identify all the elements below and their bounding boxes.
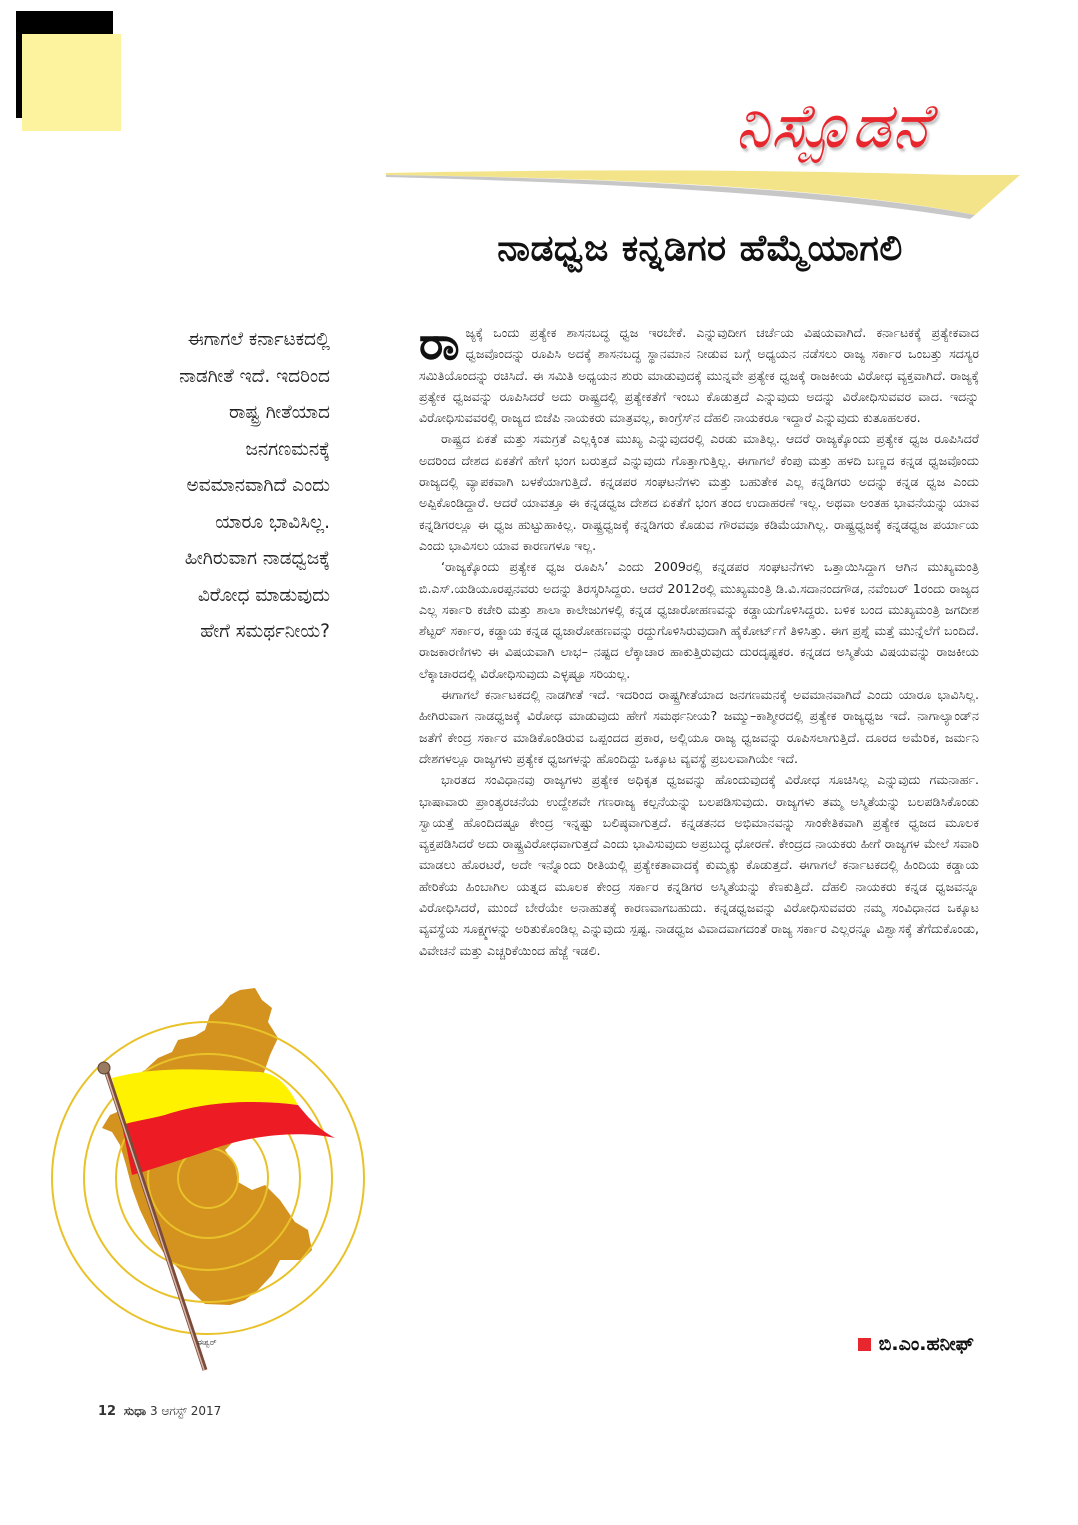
- issue-date: 3 ಆಗಸ್ಟ್ 2017: [149, 1404, 222, 1418]
- article-paragraph: ಈಗಾಗಲೆ ಕರ್ನಾಟಕದಲ್ಲಿ ನಾಡಗೀತೆ ಇದೆ. ಇದರಿಂದ ರಾಷ್ಟ್ರಗೀತೆಯಾದ ಜನಗಣಮನಕ್ಕೆ ಅವಮಾನವಾಗಿದೆ ಎಂದು ಯಾರೂ ಭಾವಿಸಿಲ್ಲ. ಹೀಗಿರುವಾಗ ನಾಡಧ್ವಜಕ್ಕೆ ವಿರೋಧ ಮಾಡುವುದು ಹೇಗೆ ಸಮರ್ಥನೀಯ? ಜಮ್ಮು–ಕಾಶ್ಮೀರದಲ್ಲಿ ಪ್ರತ್ಯೇಕ ರಾಜ್ಯಧ್ವಜ ಇದೆ. ನಾಗಾಲ್ಯಾಂಡ್‌ನ ಜತೆಗೆ ಕೇಂದ್ರ ಸರ್ಕಾರ ಮಾಡಿಕೊಂಡಿರುವ ಒಪ್ಪಂದದ ಪ್ರಕಾರ, ಅಲ್ಲಿಯೂ ರಾಜ್ಯ ಧ್ವಜವನ್ನು ರೂಪಿಸಲಾಗುತ್ತಿದೆ. ದೂರದ ಅಮೆರಿಕ, ಜರ್ಮನಿ ದೇಶಗಳಲ್ಲೂ ರಾಜ್ಯಗಳು ಪ್ರತ್ಯೇಕ ಧ್ವಜಗಳನ್ನು ಹೊಂದಿದ್ದು ಒಕ್ಕೂಟ ವ್ಯವಸ್ಥೆ ಪ್ರಬಲವಾಗಿಯೇ ಇದೆ.: [419, 687, 979, 766]
- pull-quote-line: ಈಗಾಗಲೆ ಕರ್ನಾಟಕದಲ್ಲಿ: [187, 329, 330, 350]
- pull-quote-line: ಅವಮಾನವಾಗಿದೆ ಎಂದು: [186, 475, 330, 496]
- article-paragraph: ರಾಷ್ಟ್ರದ ಏಕತೆ ಮತ್ತು ಸಮಗ್ರತೆ ಎಲ್ಲಕ್ಕಿಂತ ಮುಖ್ಯ ಎನ್ನುವುದರಲ್ಲಿ ಎರಡು ಮಾತಿಲ್ಲ. ಆದರೆ ರಾಜ್ಯಕ್ಕೊಂದು ಪ್ರತ್ಯೇಕ ಧ್ವಜ ರೂಪಿಸಿದರೆ ಅದರಿಂದ ದೇಶದ ಏಕತೆಗೆ ಹೇಗೆ ಭಂಗ ಬರುತ್ತದೆ ಎನ್ನುವುದು ಗೊತ್ತಾಗುತ್ತಿಲ್ಲ. ಈಗಾಗಲೆ ಕೆಂಪು ಮತ್ತು ಹಳದಿ ಬಣ್ಣದ ಕನ್ನಡ ಧ್ವಜವೊಂದು ರಾಜ್ಯದಲ್ಲಿ ವ್ಯಾಪಕವಾಗಿ ಬಳಕೆಯಾಗುತ್ತಿದೆ. ಕನ್ನಡಪರ ಸಂಘಟನೆಗಳು ಮತ್ತು ಬಹುತೇಕ ಎಲ್ಲ ಕನ್ನಡಿಗರು ಅದನ್ನು ಕನ್ನಡ ಧ್ವಜ ಎಂದು ಅಪ್ಪಿಕೊಂಡಿದ್ದಾರೆ. ಆದರೆ ಯಾವತ್ತೂ ಈ ಕನ್ನಡಧ್ವಜ ದೇಶದ ಏಕತೆಗೆ ಭಂಗ ತಂದ ಉದಾಹರಣೆ ಇಲ್ಲ. ಅಥವಾ ಅಂತಹ ಭಾವನೆಯನ್ನು ಯಾವ ಕನ್ನಡಿಗರಲ್ಲೂ ಈ ಧ್ವಜ ಹುಟ್ಟುಹಾಕಿಲ್ಲ. ರಾಷ್ಟ್ರಧ್ವಜಕ್ಕೆ ಕನ್ನಡಿಗರು ಕೊಡುವ ಗೌರವವೂ ಕಡಿಮೆಯಾಗಿಲ್ಲ. ರಾಷ್ಟ್ರಧ್ವಜಕ್ಕೆ ಕನ್ನಡಧ್ವಜ ಪರ್ಯಾಯ ಎಂದು ಭಾವಿಸಲು ಯಾವ ಕಾರಣಗಳೂ ಇಲ್ಲ.: [419, 431, 979, 553]
- article-headline: ನಾಡಧ್ವಜ ಕನ್ನಡಿಗರ ಹೆಮ್ಮೆಯಾಗಲಿ: [497, 228, 903, 269]
- page-footer: [98, 1404, 221, 1419]
- pull-quote-line: ಹೇಗೆ ಸಮರ್ಥನೀಯ?: [200, 621, 330, 642]
- section-corner-tab: [16, 11, 113, 118]
- byline-author: ಬಿ.ಎಂ.ಹನೀಫ್: [878, 1333, 974, 1355]
- article-paragraph: ‘ರಾಜ್ಯಕ್ಕೊಂದು ಪ್ರತ್ಯೇಕ ಧ್ವಜ ರೂಪಿಸಿ’ ಎಂದು 2009ರಲ್ಲಿ ಕನ್ನಡಪರ ಸಂಘಟನೆಗಳು ಒತ್ತಾಯಿಸಿದ್ದಾಗ ಆಗಿನ ಮುಖ್ಯಮಂತ್ರಿ ಬಿ.ಎಸ್.ಯಡಿಯೂರಪ್ಪನವರು ಅದನ್ನು ತಿರಸ್ಕರಿಸಿದ್ದರು. ಆದರೆ 2012ರಲ್ಲಿ ಮುಖ್ಯಮಂತ್ರಿ ಡಿ.ವಿ.ಸದಾನಂದಗೌಡ, ನವೆಂಬರ್ 1ರಂದು ರಾಜ್ಯದ ಎಲ್ಲ ಸರ್ಕಾರಿ ಕಚೇರಿ ಮತ್ತು ಶಾಲಾ ಕಾಲೇಜುಗಳಲ್ಲಿ ಕನ್ನಡ ಧ್ವಜಾರೋಹಣವನ್ನು ಕಡ್ಡಾಯಗೊಳಿಸಿದ್ದರು. ಬಳಿಕ ಬಂದ ಮುಖ್ಯಮಂತ್ರಿ ಜಗದೀಶ ಶೆಟ್ಟರ್ ಸರ್ಕಾರ, ಕಡ್ಡಾಯ ಕನ್ನಡ ಧ್ವಜಾರೋಹಣವನ್ನು ರದ್ದುಗೊಳಿಸಿರುವುದಾಗಿ ಹೈಕೋರ್ಟ್‌ಗೆ ತಿಳಿಸಿತ್ತು. ಈಗ ಪ್ರಶ್ನೆ ಮತ್ತೆ ಮುನ್ನೆಲೆಗೆ ಬಂದಿದೆ. ರಾಜಕಾರಣಿಗಳು ಈ ವಿಷಯವಾಗಿ ಲಾಭ– ನಷ್ಟದ ಲೆಕ್ಕಾಚಾರ ಹಾಕುತ್ತಿರುವುದು ದುರದೃಷ್ಟಕರ. ಕನ್ನಡದ ಅಸ್ಮಿತೆಯ ವಿಷಯವನ್ನು ರಾಜಕೀಯ ಲೆಕ್ಕಾಚಾರದಲ್ಲಿ ವಿರೋಧಿಸುವುದು ಎಳ್ಳಷ್ಟೂ ಸರಿಯಲ್ಲ.: [419, 559, 979, 681]
- magazine-name: ಸುಧಾ: [123, 1404, 147, 1418]
- header-swoosh: [380, 89, 1040, 235]
- pull-quote: [70, 322, 330, 651]
- article-paragraph: ಭಾರತದ ಸಂವಿಧಾನವು ರಾಜ್ಯಗಳು ಪ್ರತ್ಯೇಕ ಅಧಿಕೃತ ಧ್ವಜವನ್ನು ಹೊಂದುವುದಕ್ಕೆ ವಿರೋಧ ಸೂಚಿಸಿಲ್ಲ ಎನ್ನುವುದು ಗಮನಾರ್ಹ. ಭಾಷಾವಾರು ಪ್ರಾಂತ್ಯರಚನೆಯ ಉದ್ದೇಶವೇ ಗಣರಾಜ್ಯ ಕಲ್ಪನೆಯನ್ನು ಬಲಪಡಿಸುವುದು. ರಾಜ್ಯಗಳು ತಮ್ಮ ಅಸ್ಮಿತೆಯನ್ನು ಬಲಪಡಿಸಿಕೊಂಡು ಸ್ವಾಯತ್ತೆ ಹೊಂದಿದಷ್ಟೂ ಕೇಂದ್ರ ಇನ್ನಷ್ಟು ಬಲಿಷ್ಠವಾಗುತ್ತದೆ. ಕನ್ನಡತನದ ಅಭಿಮಾನವನ್ನು ಸಾಂಕೇತಿಕವಾಗಿ ಪ್ರತ್ಯೇಕ ಧ್ವಜದ ಮೂಲಕ ವ್ಯಕ್ತಪಡಿಸಿದರೆ ಅದು ರಾಷ್ಟ್ರವಿರೋಧವಾಗುತ್ತದೆ ಎಂದು ಭಾವಿಸುವುದು ಅಪ್ರಬುದ್ಧ ಧೋರಣೆ. ಕೇಂದ್ರದ ನಾಯಕರು ಹೀಗೆ ರಾಜ್ಯಗಳ ಮೇಲೆ ಸವಾರಿ ಮಾಡಲು ಹೊರಟರೆ, ಅದೇ ಇನ್ನೊಂದು ರೀತಿಯಲ್ಲಿ ಪ್ರತ್ಯೇಕತಾವಾದಕ್ಕೆ ಕುಮ್ಮಕ್ಕು ಕೊಡುತ್ತದೆ. ಈಗಾಗಲೆ ಕರ್ನಾಟಕದಲ್ಲಿ ಹಿಂದಿಯ ಕಡ್ಡಾಯ ಹೇರಿಕೆಯ ಹಿಂಬಾಗಿಲ ಯತ್ನದ ಮೂಲಕ ಕೇಂದ್ರ ಸರ್ಕಾರ ಕನ್ನಡಿಗರ ಅಸ್ಮಿತೆಯನ್ನು ಕೆಣಕುತ್ತಿದೆ. ದೆಹಲಿ ನಾಯಕರು ಕನ್ನಡ ಧ್ವಜವನ್ನೂ ವಿರೋಧಿಸಿದರೆ, ಮುಂದೆ ಬೇರೆಯೇ ಅನಾಹುತಕ್ಕೆ ಕಾರಣವಾಗಬಹುದು. ಕನ್ನಡಧ್ವಜವನ್ನು ವಿರೋಧಿಸುವವರು ನಮ್ಮ ಸಂವಿಧಾನದ ಒಕ್ಕೂಟ ವ್ಯವಸ್ಥೆಯ ಸೂಕ್ಷ್ಮಗಳನ್ನು ಅರಿತುಕೊಂಡಿಲ್ಲ ಎನ್ನುವುದು ಸ್ಪಷ್ಟ. ನಾಡಧ್ವಜ ವಿವಾದವಾಗದಂತೆ ರಾಜ್ಯ ಸರ್ಕಾರ ಎಲ್ಲರನ್ನೂ ವಿಶ್ವಾಸಕ್ಕೆ ತೆಗೆದುಕೊಂಡು, ವಿವೇಚನೆ ಮತ್ತು ಎಚ್ಚರಿಕೆಯಿಂದ ಹೆಜ್ಜೆ ಇಡಲಿ.: [419, 772, 979, 958]
- byline-square-icon: [858, 1338, 871, 1351]
- artist-signature: ಈಶ್ವರ್: [197, 1338, 217, 1347]
- drop-cap: ರಾ: [419, 316, 460, 370]
- page-number: 12: [98, 1404, 117, 1419]
- article-paragraph: [419, 316, 979, 428]
- section-corner-tab-fill: [22, 34, 121, 131]
- pull-quote-line: ಯಾರೂ ಭಾವಿಸಿಲ್ಲ.: [215, 511, 330, 533]
- section-header: [380, 89, 1040, 235]
- section-kicker: ನಿಸ್ಪೊಡನೆ: [735, 89, 930, 162]
- karnataka-flag-map-icon: [40, 960, 380, 1380]
- pull-quote-line: ಹೀಗಿರುವಾಗ ನಾಡಧ್ವಜಕ್ಕೆ: [184, 548, 330, 569]
- article-body: [419, 316, 979, 961]
- byline: [858, 1333, 974, 1355]
- pull-quote-line: ವಿರೋಧ ಮಾಡುವುದು: [197, 584, 330, 606]
- flag-pole-finial: [98, 1062, 110, 1074]
- pull-quote-line: ರಾಷ್ಟ್ರ ಗೀತೆಯಾದ: [229, 402, 330, 423]
- article-paragraph-text: ಜ್ಯಕ್ಕೆ ಒಂದು ಪ್ರತ್ಯೇಕ ಶಾಸನಬದ್ಧ ಧ್ವಜ ಇರಬೇಕೆ. ಎನ್ನುವುದೀಗ ಚರ್ಚೆಯ ವಿಷಯವಾಗಿದೆ. ಕರ್ನಾಟಕಕ್ಕೆ ಪ್ರತ್ಯೇಕವಾದ ಧ್ವಜವೊಂದನ್ನು ರೂಪಿಸಿ ಅದಕ್ಕೆ ಶಾಸನಬದ್ಧ ಸ್ಥಾನಮಾನ ನೀಡುವ ಬಗ್ಗೆ ಅಧ್ಯಯನ ನಡೆಸಲು ರಾಜ್ಯ ಸರ್ಕಾರ ಒಂಬತ್ತು ಸದಸ್ಯರ ಸಮಿತಿಯೊಂದನ್ನು ರಚಿಸಿದೆ. ಈ ಸಮಿತಿ ಅಧ್ಯಯನ ಶುರು ಮಾಡುವುದಕ್ಕೆ ಮುನ್ನವೇ ಪ್ರತ್ಯೇಕ ಧ್ವಜಕ್ಕೆ ರಾಜಕೀಯ ವಿರೋಧ ವ್ಯಕ್ತವಾಗಿದೆ. ರಾಜ್ಯಕ್ಕೆ ಪ್ರತ್ಯೇಕ ಧ್ವಜವನ್ನು ರೂಪಿಸಿದರೆ ಅದು ರಾಷ್ಟ್ರದಲ್ಲಿ ಪ್ರತ್ಯೇಕತೆಗೆ ಇಂಬು ಕೊಡುತ್ತದೆ ಎನ್ನುವುದು ಅದನ್ನು ವಿರೋಧಿಸುವವರ ವಾದ. ಇದನ್ನು ವಿರೋಧಿಸುವವರಲ್ಲಿ ರಾಜ್ಯದ ಬಿಜೆಪಿ ನಾಯಕರು ಮಾತ್ರವಲ್ಲ, ಕಾಂಗ್ರೆಸ್‌ನ ದೆಹಲಿ ನಾಯಕರೂ ಇದ್ದಾರೆ ಎನ್ನುವುದು ಕುತೂಹಲಕರ.: [419, 325, 979, 426]
- pull-quote-line: ನಾಡಗೀತೆ ಇದೆ. ಇದರಿಂದ: [179, 365, 330, 387]
- pull-quote-line: ಜನಗಣಮನಕ್ಕೆ: [245, 438, 330, 460]
